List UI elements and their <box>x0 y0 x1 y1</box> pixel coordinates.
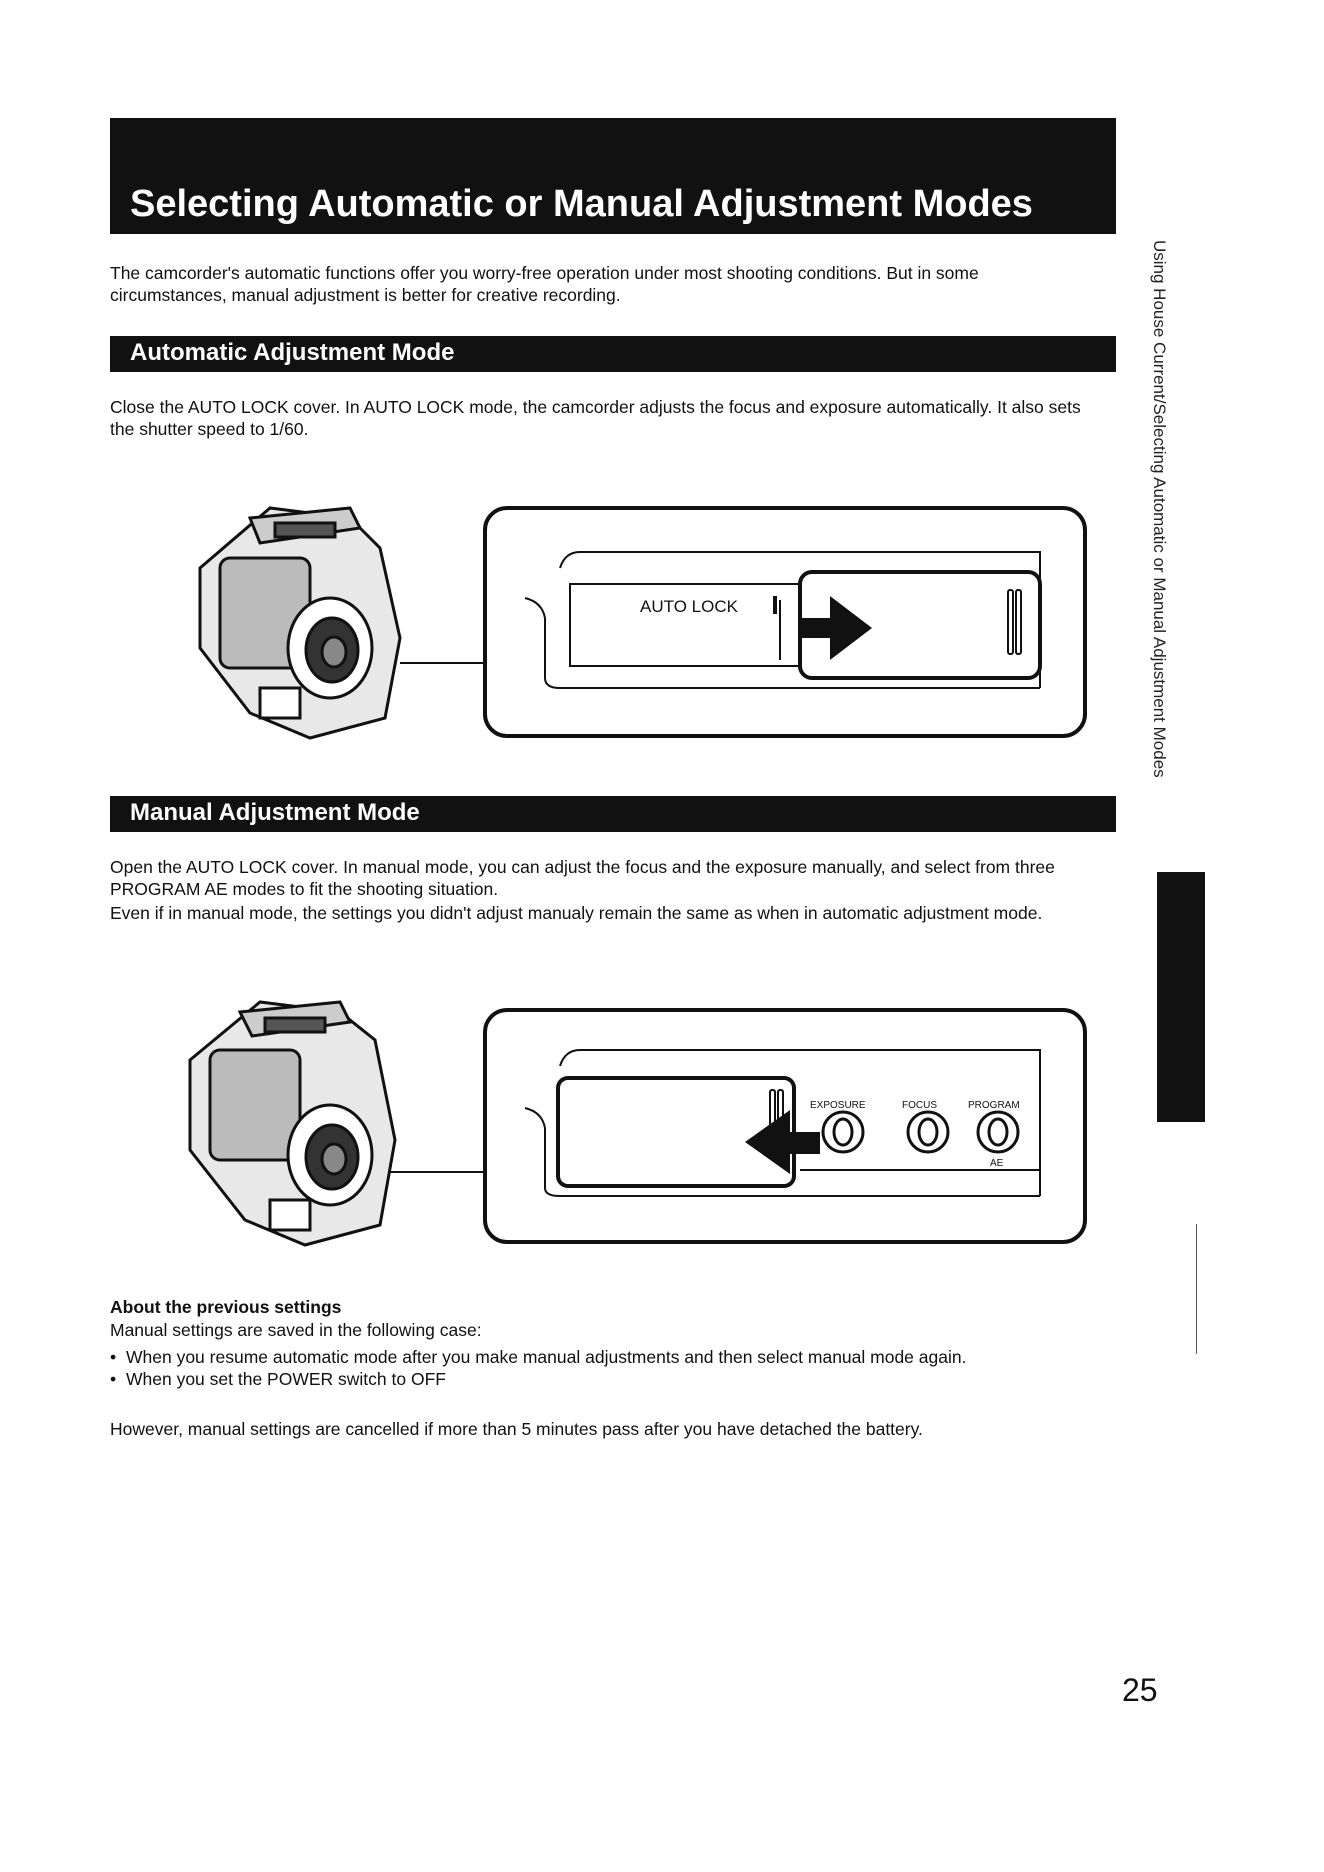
manual-section-bar <box>110 796 1116 832</box>
about-line: Manual settings are saved in the following case: <box>110 1320 482 1340</box>
manual-section-heading: Manual Adjustment Mode <box>130 799 420 826</box>
manual-mode-diagram <box>160 990 1096 1250</box>
focus-label: FOCUS <box>902 1100 937 1111</box>
about-footer: However, manual settings are cancelled if more than 5 minutes pass after you have detached the battery. <box>110 1419 923 1439</box>
auto-section-bar <box>110 336 1116 372</box>
side-tab <box>1145 240 1175 860</box>
page-title: Selecting Automatic or Manual Adjustment Modes <box>130 183 1033 225</box>
exposure-label: EXPOSURE <box>810 1100 866 1111</box>
margin-rule <box>1196 1224 1197 1354</box>
manual-section-note: Even if in manual mode, the settings you didn't adjust manualy remain the same as when in automatic adjustment mode. <box>110 903 1043 923</box>
auto-lock-diagram <box>160 488 1096 744</box>
page-number: 25 <box>1122 1672 1158 1708</box>
list-item: • When you resume automatic mode after you make manual adjustments and then select manual mode again. <box>110 1346 1080 1368</box>
title-bar <box>110 118 1116 234</box>
auto-lock-label: AUTO LOCK <box>640 597 738 616</box>
program-ae-button <box>978 1112 1018 1152</box>
list-item: • When you set the POWER switch to OFF <box>110 1368 1080 1390</box>
about-bullet-list <box>110 1346 1080 1390</box>
intro-paragraph: The camcorder's automatic functions offer you worry-free operation under most shooting conditions. But in some circumstances, manual adjustment is better for creative recording. <box>110 263 979 305</box>
about-heading: About the previous settings <box>110 1297 342 1317</box>
side-tab-label: Using House Current/Selecting Automatic or Manual Adjustment Modes <box>1150 240 1169 778</box>
camcorder-illustration <box>190 1002 395 1245</box>
ae-label: AE <box>990 1158 1004 1169</box>
auto-section-heading: Automatic Adjustment Mode <box>130 339 455 366</box>
camcorder-illustration <box>200 508 400 738</box>
auto-lock-cover-open <box>558 1078 794 1186</box>
exposure-button <box>823 1112 863 1152</box>
manual-section-text: Open the AUTO LOCK cover. In manual mode, you can adjust the focus and the exposure manually, and select from three PROGRAM AE modes to fit the shooting situation. <box>110 857 1055 899</box>
focus-button <box>908 1112 948 1152</box>
auto-section-text: Close the AUTO LOCK cover. In AUTO LOCK mode, the camcorder adjusts the focus and exposure automatically. It also sets the shutter speed to 1/60. <box>110 397 1081 439</box>
chapter-marker <box>1157 872 1205 1122</box>
program-label: PROGRAM <box>968 1100 1020 1111</box>
